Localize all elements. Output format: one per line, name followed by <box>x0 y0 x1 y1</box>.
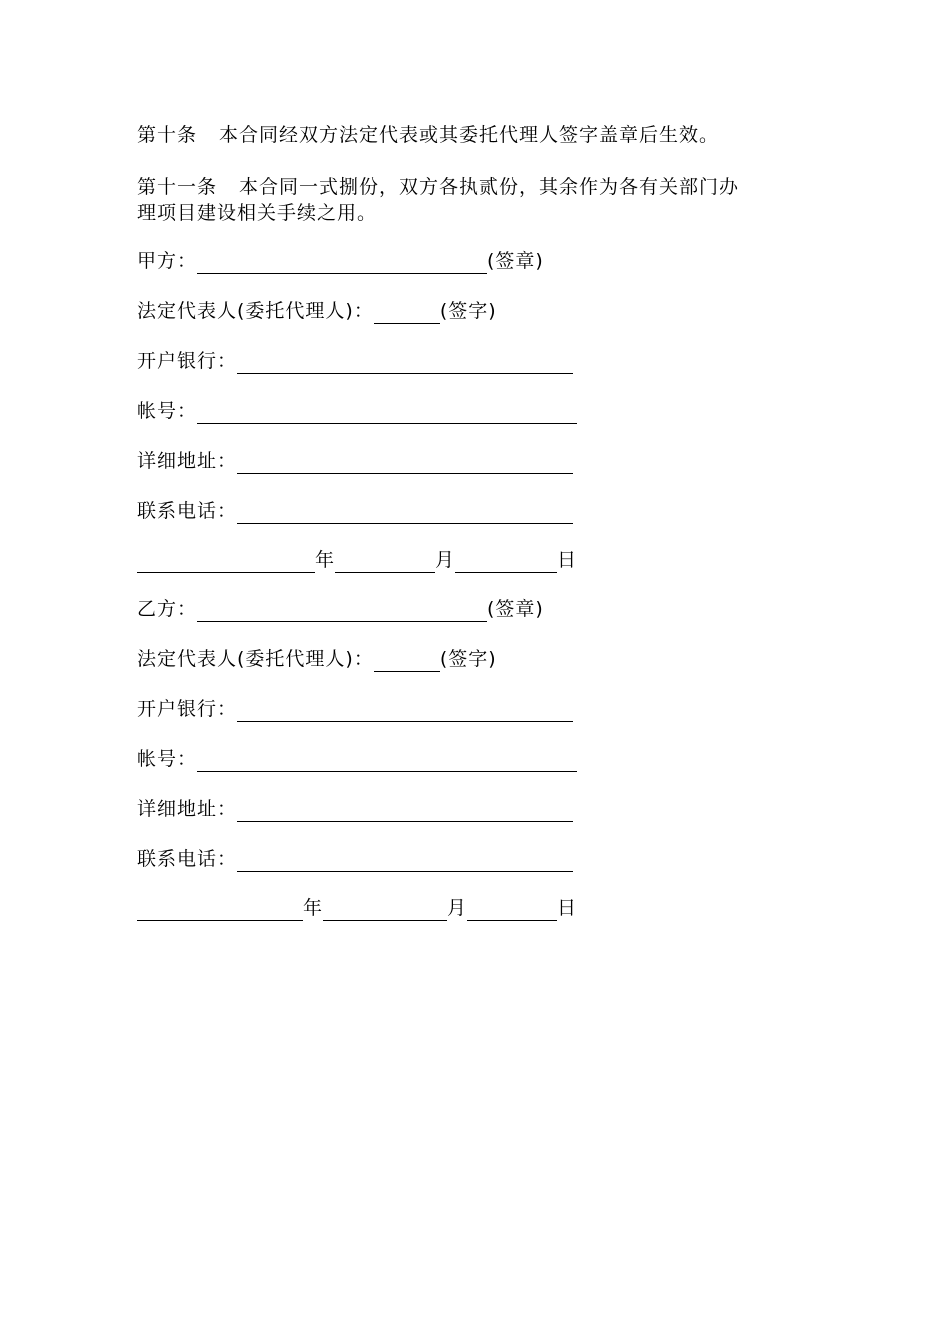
party-a-account-label: 帐号： <box>137 400 198 422</box>
party-a-seal-note: (签章) <box>487 250 544 272</box>
party-b-day-blank[interactable] <box>467 902 557 921</box>
party-b-rep-note: (签字) <box>439 648 497 670</box>
party-b-rep-blank[interactable] <box>374 653 440 672</box>
party-a-day-label: 日 <box>557 549 578 571</box>
party-b-rep-row <box>137 647 497 672</box>
party-a-date-row <box>137 548 577 573</box>
party-a-name-blank[interactable] <box>197 255 487 274</box>
party-b-account-label: 帐号： <box>137 748 198 770</box>
party-b-date-row <box>137 896 577 921</box>
party-a-bank-row <box>137 349 573 374</box>
article-10-text: 本合同经双方法定代表或其委托代理人签字盖章后生效。 <box>219 124 720 146</box>
party-a-rep-blank[interactable] <box>374 305 440 324</box>
article-11-text-2: 理项目建设相关手续之用。 <box>137 202 378 224</box>
party-a-rep-label: 法定代表人(委托代理人)： <box>137 300 374 322</box>
party-a-phone-row <box>137 499 573 524</box>
party-a-month-label: 月 <box>435 549 456 571</box>
party-b-bank-label: 开户银行： <box>137 698 238 720</box>
article-11-line1 <box>137 175 739 200</box>
party-b-phone-row <box>137 847 573 872</box>
article-11-heading: 第十一条 <box>137 176 218 198</box>
party-a-rep-note: (签字) <box>439 300 497 322</box>
party-b-bank-row <box>137 697 573 722</box>
party-a-rep-row <box>137 299 497 324</box>
party-a-day-blank[interactable] <box>455 554 557 573</box>
party-a-label: 甲方： <box>137 250 198 272</box>
party-a-account-blank[interactable] <box>197 405 577 424</box>
party-b-address-row <box>137 797 573 822</box>
party-b-address-label: 详细地址： <box>137 798 238 820</box>
party-a-row <box>137 249 544 274</box>
party-a-month-blank[interactable] <box>335 554 435 573</box>
party-a-account-row <box>137 399 577 424</box>
party-b-month-blank[interactable] <box>323 902 447 921</box>
party-a-phone-blank[interactable] <box>237 505 573 524</box>
party-a-address-row <box>137 449 573 474</box>
article-11-text-1: 本合同一式捌份，双方各执贰份，其余作为各有关部门办 <box>239 176 740 198</box>
party-a-address-blank[interactable] <box>237 455 573 474</box>
party-b-phone-blank[interactable] <box>237 853 573 872</box>
party-b-year-blank[interactable] <box>137 902 303 921</box>
party-b-address-blank[interactable] <box>237 803 573 822</box>
article-10-heading: 第十条 <box>137 124 198 146</box>
party-b-phone-label: 联系电话： <box>137 848 238 870</box>
party-b-bank-blank[interactable] <box>237 703 573 722</box>
party-a-year-label: 年 <box>315 549 336 571</box>
article-10 <box>137 123 719 148</box>
party-b-label: 乙方： <box>137 598 198 620</box>
party-b-year-label: 年 <box>303 897 324 919</box>
party-a-year-blank[interactable] <box>137 554 315 573</box>
party-a-bank-label: 开户银行： <box>137 350 238 372</box>
party-b-account-row <box>137 747 577 772</box>
party-b-rep-label: 法定代表人(委托代理人)： <box>137 648 374 670</box>
party-a-phone-label: 联系电话： <box>137 500 238 522</box>
party-a-bank-blank[interactable] <box>237 355 573 374</box>
party-b-seal-note: (签章) <box>487 598 544 620</box>
party-b-month-label: 月 <box>447 897 468 919</box>
party-b-account-blank[interactable] <box>197 753 577 772</box>
article-11-line2 <box>137 201 377 226</box>
party-b-name-blank[interactable] <box>197 603 487 622</box>
party-a-address-label: 详细地址： <box>137 450 238 472</box>
party-b-row <box>137 597 544 622</box>
party-b-day-label: 日 <box>557 897 578 919</box>
